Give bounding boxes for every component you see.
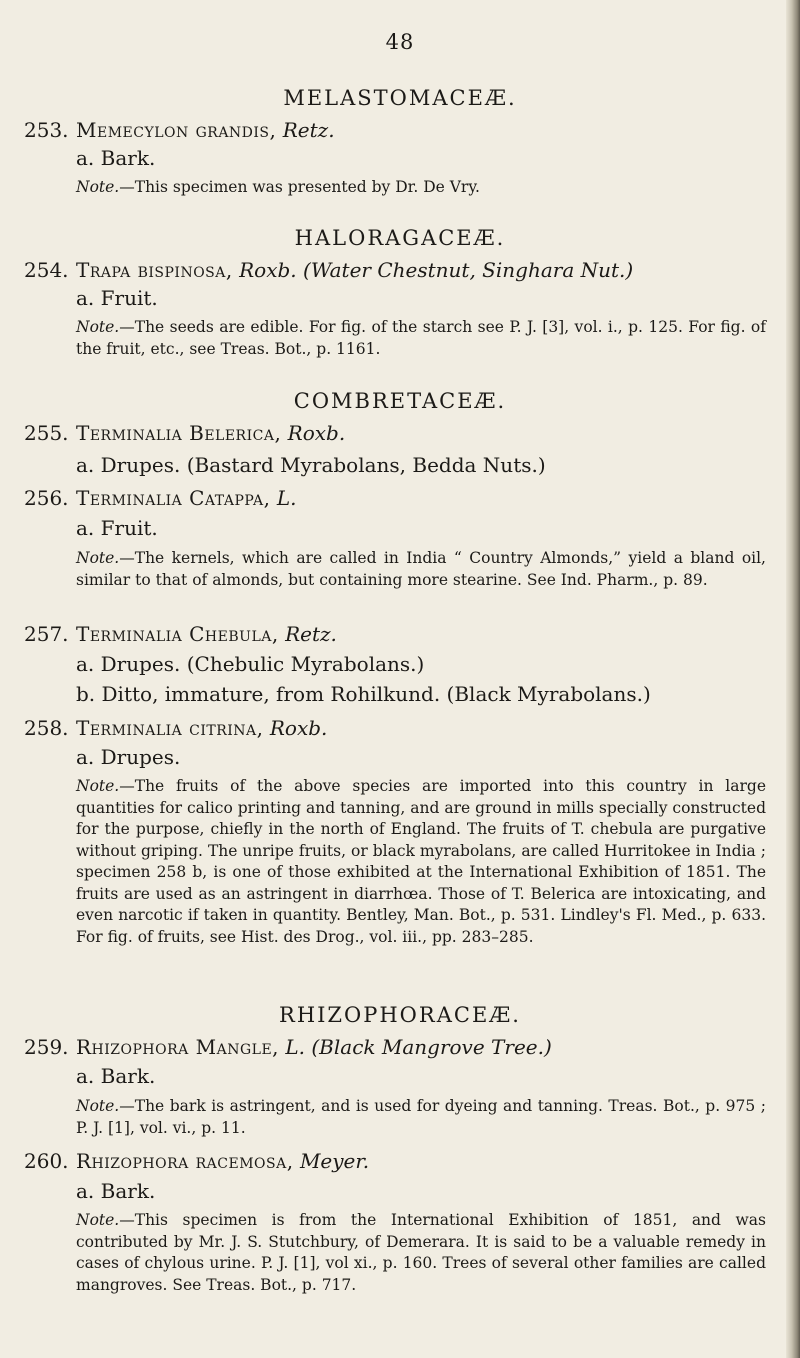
entry-genus: Memecylon grandis, [76,118,277,142]
note-label: Note. [76,318,120,336]
entry-number: 258. [24,716,69,740]
entry-genus: Terminalia Catappa, [76,486,271,510]
note-label: Note. [76,178,120,196]
entry-subitem: a. Bark. [76,1179,156,1203]
entry-note [76,177,766,199]
entry-260 [24,1149,369,1173]
entry-genus: Terminalia Chebula, [76,622,279,646]
entry-genus: Trapa bispinosa, [76,258,233,282]
entry-authority: L. [285,1035,306,1059]
note-text: —The fruits of the above species are imported into this country in large quantities for calico printing and tanning, and are ground in mills specially constructed for the purpose, chiefly in the north of England. The fruits of T. chebula are purgative without griping. The unripe fruits, or black myrabolans, are called Hurritokee in India ; specimen 258 b, is one of those exhibited at the International Exhibition of 1851. The fruits are used as an astringent in diarrhœa. Those of T. Belerica are intoxicating, and even narcotic if taken in quantity. Bentley, Man. Bot., p. 531. Lindley's Fl. Med., p. 633. For fig. of fruits, see Hist. des Drog., vol. iii., pp. 283–285. [76,777,766,946]
entry-257 [24,622,337,646]
entry-subitem: a. Drupes. (Bastard Myrabolans, Bedda Nuts.) [76,453,546,477]
note-label: Note. [76,777,120,795]
entry-259 [24,1035,552,1059]
family-heading: MELASTOMACEÆ. [283,86,517,110]
note-text: —This specimen is from the International Exhibition of 1851, and was contributed by Mr. J. S. Stutchbury, of Demerara. It is said to be a valuable remedy in cases of chylous urine. P. J. [1], vol xi., p. 160. Trees of several other families are called mangroves. See Treas. Bot., p. 717. [76,1211,766,1294]
entry-genus: Terminalia Belerica, [76,421,282,445]
entry-authority: Roxb. [269,716,328,740]
entry-number: 255. [24,421,69,445]
entry-number: 259. [24,1035,69,1059]
entry-authority: Retz. [282,118,335,142]
entry-subitem: a. Drupes. (Chebulic Myrabolans.) [76,652,425,676]
entry-authority: L. [276,486,297,510]
page-edge-shadow [786,0,800,1358]
entry-258 [24,716,327,740]
entry-number: 254. [24,258,69,282]
entry-number: 257. [24,622,69,646]
family-heading: HALORAGACEÆ. [294,226,506,250]
entry-number: 260. [24,1149,69,1173]
entry-number: 256. [24,486,69,510]
note-label: Note. [76,1097,120,1115]
entry-256 [24,486,296,510]
entry-note [76,1096,766,1139]
note-label: Note. [76,1211,120,1229]
entry-genus: Rhizophora racemosa, [76,1149,294,1173]
family-heading: RHIZOPHORACEÆ. [279,1003,521,1027]
entry-note [76,1210,766,1296]
entry-254 [24,258,633,282]
entry-genus: Terminalia citrina, [76,716,264,740]
entry-authority: Roxb. [287,421,346,445]
entry-253 [24,118,335,142]
note-text: —The bark is astringent, and is used for dyeing and tanning. Treas. Bot., p. 975 ; P. J. [1], vol. vi., p. 11. [76,1097,766,1137]
note-text: —The seeds are edible. For fig. of the starch see P. J. [3], vol. i., p. 125. For fig. of the fruit, etc., see Treas. Bot., p. 1161. [76,318,766,358]
entry-authority: Roxb. [239,258,297,282]
note-text: —This specimen was presented by Dr. De Vry. [119,178,480,196]
entry-common-name: (Water Chestnut, Singhara Nut.) [303,258,634,282]
note-label: Note. [76,549,120,567]
note-text: —The kernels, which are called in India “ Country Almonds,” yield a bland oil, similar to that of almonds, but containing more stearine. See Ind. Pharm., p. 89. [76,549,766,589]
entry-subitem: a. Drupes. [76,745,181,769]
entry-authority: Retz. [285,622,337,646]
entry-255 [24,421,345,445]
entry-subitem: a. Fruit. [76,286,158,310]
page-number: 48 [385,30,415,54]
entry-number: 253. [24,118,69,142]
family-heading: COMBRETACEÆ. [293,389,507,413]
entry-subitem: a. Bark. [76,146,156,170]
entry-subitem: b. Ditto, immature, from Rohilkund. (Black Myrabolans.) [76,682,651,706]
entry-subitem: a. Fruit. [76,516,158,540]
entry-subitem: a. Bark. [76,1064,156,1088]
entry-note [76,548,766,591]
entry-genus: Rhizophora Mangle, [76,1035,280,1059]
entry-common-name: (Black Mangrove Tree.) [311,1035,552,1059]
entry-authority: Meyer. [299,1149,370,1173]
entry-note [76,317,766,360]
entry-note [76,776,766,948]
